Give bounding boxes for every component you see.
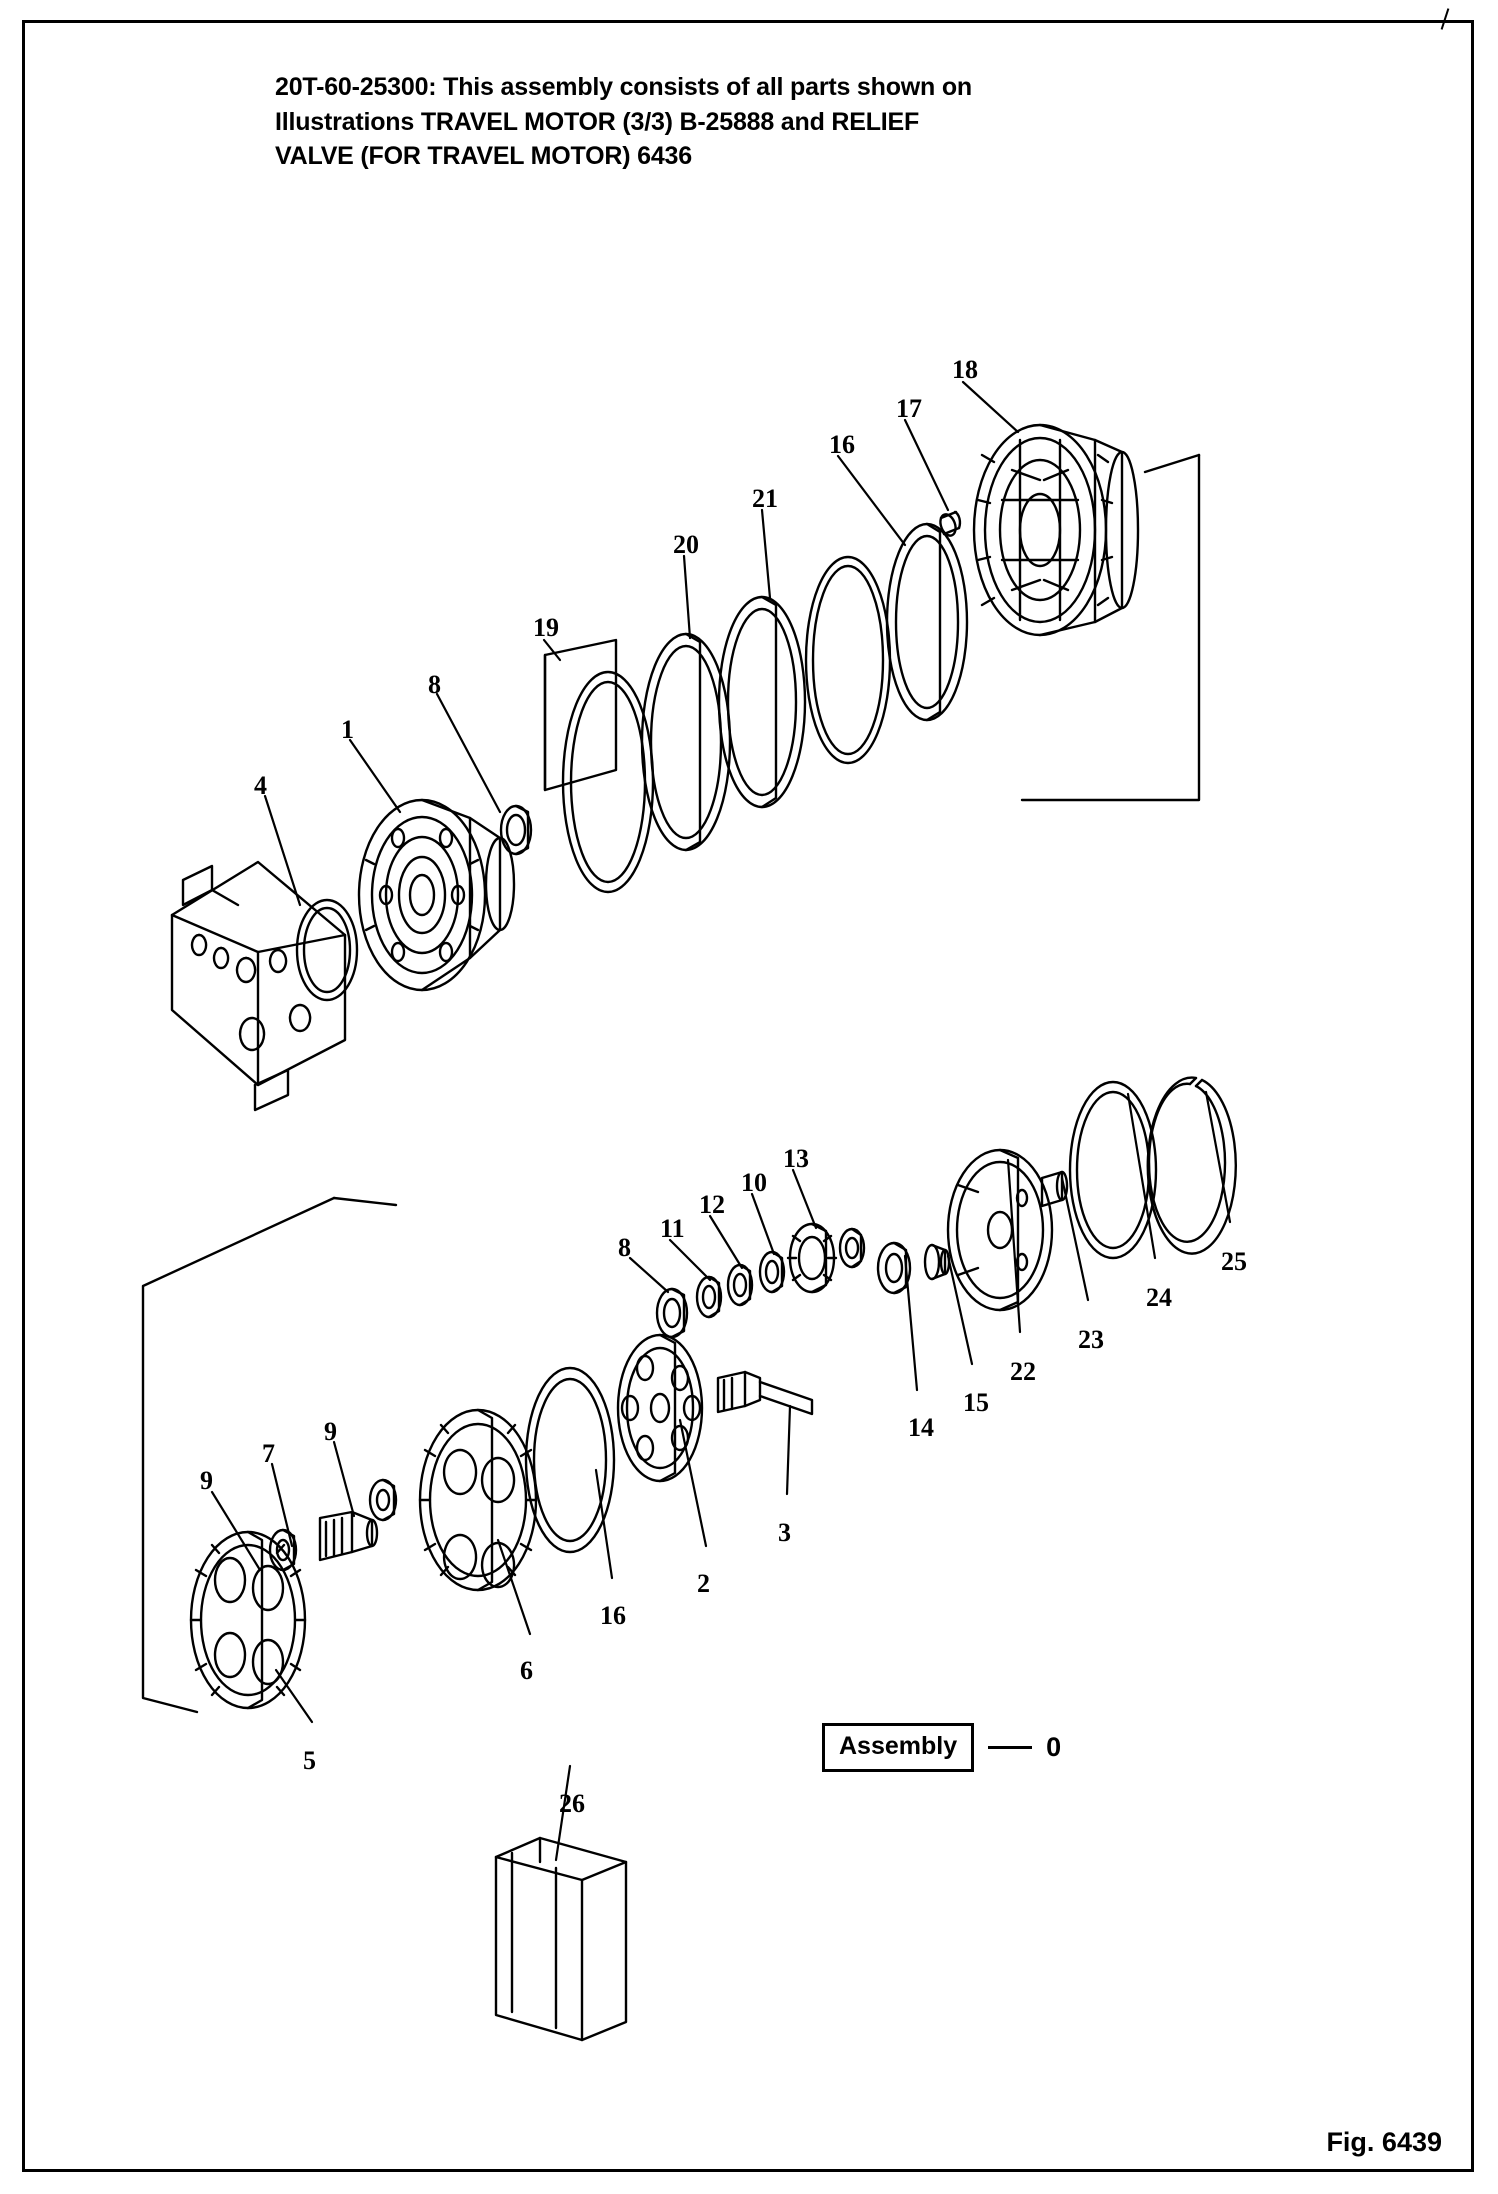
part-1-flange-hub xyxy=(359,800,514,990)
header-note-line-3: VALVE (FOR TRAVEL MOTOR) 6436 xyxy=(275,142,692,170)
callout-26: 26 xyxy=(559,1789,585,1818)
callout-16-upper: 16 xyxy=(829,430,855,459)
header-note-line-2: Illustrations TRAVEL MOTOR (3/3) B-25888 and RELIEF xyxy=(275,107,920,136)
upper-bracket xyxy=(1022,455,1199,800)
part-15-pin xyxy=(925,1245,949,1279)
part-1-oring xyxy=(297,900,357,1000)
callout-7: 7 xyxy=(262,1439,275,1468)
callout-22: 22 xyxy=(1010,1357,1036,1386)
callout-24: 24 xyxy=(1146,1283,1172,1312)
part-21-ring-3 xyxy=(719,597,805,807)
callout-1: 1 xyxy=(341,715,354,744)
part-3-bolt xyxy=(718,1372,812,1414)
callout-17: 17 xyxy=(896,394,922,423)
callout-23: 23 xyxy=(1078,1325,1104,1354)
part-9-washer-right xyxy=(370,1480,396,1520)
part-5-gerotor xyxy=(191,1532,305,1708)
part-13-washer xyxy=(840,1229,864,1267)
callout-13: 13 xyxy=(783,1144,809,1173)
part-16-oring-lower xyxy=(526,1368,614,1552)
assembly-label: Assembly xyxy=(822,1723,974,1772)
callout-5: 5 xyxy=(303,1746,316,1775)
callout-21: 21 xyxy=(752,484,778,513)
callout-10: 10 xyxy=(741,1168,767,1197)
callout-14: 14 xyxy=(908,1413,934,1442)
callout-25: 25 xyxy=(1221,1247,1247,1276)
part-7-screw xyxy=(320,1512,377,1560)
part-10-spacer xyxy=(760,1252,784,1292)
part-11-washer xyxy=(697,1277,721,1317)
callout-16-lower: 16 xyxy=(600,1601,626,1630)
part-8-bearing-upper xyxy=(501,806,531,854)
part-13-spline-gear xyxy=(788,1224,836,1292)
part-25-snap-ring xyxy=(1148,1078,1236,1254)
callout-12: 12 xyxy=(699,1190,725,1219)
header-note-line-1: 20T-60-25300: This assembly consists of all parts shown on xyxy=(275,73,972,101)
part-8-bearing-lower xyxy=(657,1289,687,1337)
part-4-valve-block xyxy=(172,862,345,1110)
figure-number: Fig. 6439 xyxy=(1326,2127,1442,2157)
part-12-washer xyxy=(728,1265,752,1305)
part-16-oring-upper xyxy=(806,557,890,763)
callout-9-right: 9 xyxy=(324,1417,337,1446)
callout-6: 6 xyxy=(520,1656,533,1685)
callout-20: 20 xyxy=(673,530,699,559)
part-2-plate xyxy=(618,1335,702,1481)
part-22-disc xyxy=(948,1150,1052,1310)
part-20-ring-2 xyxy=(642,634,730,850)
legend-dash xyxy=(988,1746,1032,1749)
callout-4: 4 xyxy=(254,771,267,800)
part-18-stator xyxy=(974,425,1138,635)
callout-15: 15 xyxy=(963,1388,989,1417)
callout-2: 2 xyxy=(697,1569,710,1598)
assembly-number: 0 xyxy=(1046,1732,1062,1762)
assembly-legend xyxy=(822,1723,1061,1772)
callout-8-lower: 8 xyxy=(618,1233,631,1262)
part-16-ring-5 xyxy=(887,524,967,720)
part-6-rotor xyxy=(420,1410,536,1590)
part-24-oring xyxy=(1070,1082,1156,1258)
callout-8-upper: 8 xyxy=(428,670,441,699)
part-26-block xyxy=(496,1838,626,2040)
callout-9-left: 9 xyxy=(200,1466,213,1495)
callout-11: 11 xyxy=(660,1214,685,1243)
callout-18: 18 xyxy=(952,355,978,384)
callout-3: 3 xyxy=(778,1518,791,1547)
callout-19: 19 xyxy=(533,613,559,642)
